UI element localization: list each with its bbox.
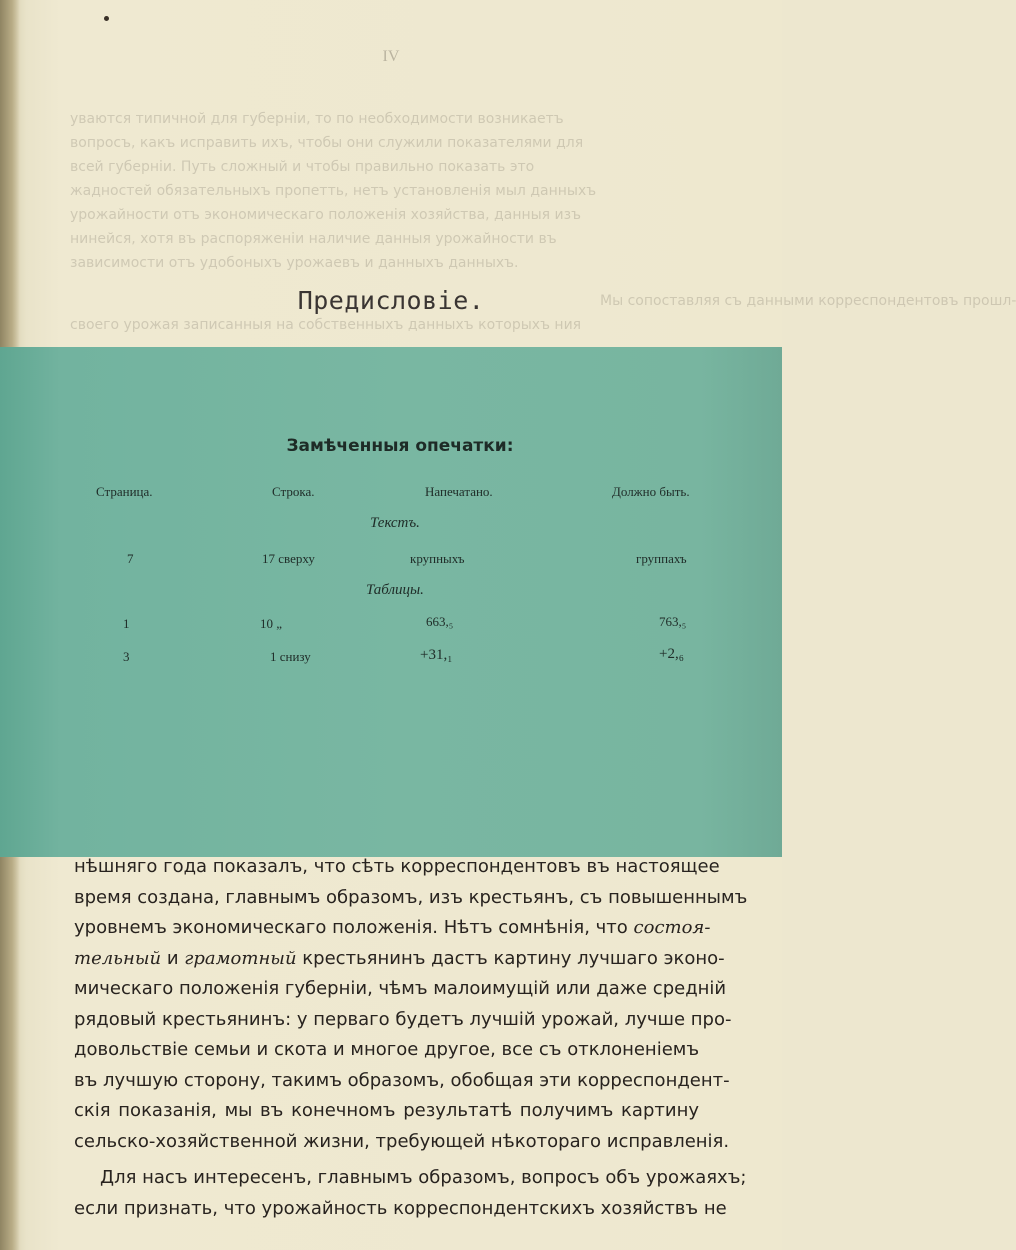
italic-word: тельный: [74, 947, 162, 969]
paragraph: [74, 1163, 747, 1224]
text-line: Для насъ интересенъ, главнымъ образомъ, вопросъ объ урожаяхъ;: [100, 1167, 747, 1188]
bleed-through-line: вопросъ, какъ исправить ихъ, чтобы они служили показателями для: [70, 135, 584, 151]
errata-cell-correct: +2,₆: [659, 646, 684, 662]
bleed-through-line: урожайности отъ экономическаго положенія хозяйства, данныя изъ: [70, 207, 581, 223]
header-page: Страница.: [96, 484, 153, 499]
errata-cell-correct: группахъ: [636, 551, 687, 566]
header-line: Строка.: [272, 484, 315, 499]
bleed-through-line: всей губерніи. Путь сложный и чтобы правильно показать это: [70, 159, 535, 175]
errata-cell-line: 17 сверху: [262, 551, 315, 566]
errata-cell-page: 1: [123, 616, 130, 631]
errata-cell-printed: +31,₁: [420, 647, 453, 663]
header-correct: Должно быть.: [612, 484, 690, 499]
errata-cell-page: 3: [123, 649, 130, 664]
text-line: [74, 944, 725, 975]
errata-cell-printed: крупныхъ: [410, 551, 465, 566]
errata-cell-correct: 763,₅: [659, 614, 687, 629]
errata-cell-page: 7: [127, 551, 134, 566]
section-label-text: Текстъ.: [370, 515, 420, 531]
text-line: сельско-хозяйственной жизни, требующей нѣкотораго исправленія.: [74, 1130, 730, 1152]
text-line: въ лучшую сторону, такимъ образомъ, обобщая эти корреспондент-: [74, 1069, 730, 1091]
errata-cell-line: 1 снизу: [270, 649, 311, 664]
italic-word: состоя-: [633, 917, 711, 938]
text-line: [74, 913, 711, 944]
bleed-through-line: Мы сопоставляя съ данными корреспондентовъ прошл-: [600, 293, 1016, 309]
header-printed: Напечатано.: [425, 484, 493, 499]
bleed-through-line: уваются типичной для губерніи, то по необходимости возникаетъ: [70, 111, 564, 127]
bleed-through-line: зависимости отъ удобоныхъ урожаевъ и данныхъ данныхъ.: [70, 255, 519, 271]
text-run: уровнемъ экономическаго положенія. Нѣтъ сомнѣнія, что: [74, 917, 628, 938]
body-text: [74, 852, 748, 1224]
errata-title: Замѣченныя опечатки:: [286, 436, 514, 456]
bleed-through-line: своего урожая записанныя на собственныхъ данныхъ которыхъ ния: [70, 317, 582, 333]
bleed-through-line: жадностей обязательныхъ пропетть, нетъ установленія мыл данныхъ: [70, 183, 597, 199]
text-run: и: [166, 947, 179, 969]
text-run: крестьянинъ дастъ картину лучшаго эконо-: [302, 947, 725, 969]
italic-word: грамотный: [184, 947, 297, 969]
section-label-tables: Таблицы.: [366, 582, 424, 598]
preface-title: Предисловіе.: [297, 286, 485, 315]
text-line: довольствіе семьи и скота и многое другое, все съ отклоненіемъ: [74, 1039, 700, 1060]
paragraph: [74, 852, 748, 1157]
text-line: время создана, главнымъ образомъ, изъ крестьянъ, съ повышеннымъ: [74, 886, 748, 908]
bleed-through-line: нинейся, хотя въ распоряженіи наличие данныя урожайности въ: [70, 231, 557, 247]
text-line: мическаго положенія губерніи, чѣмъ малоимущій или даже средній: [74, 978, 727, 999]
text-line: скія показанія, мы въ конечномъ результатѣ получимъ картину: [74, 1100, 699, 1121]
errata-slip: [0, 347, 782, 857]
ink-speck: [104, 16, 109, 21]
text-line: нѣшняго года показалъ, что сѣть корреспондентовъ въ настоящее: [74, 856, 720, 877]
page-number: IV: [382, 48, 400, 65]
text-line: рядовый крестьянинъ: у перваго будетъ лучшій урожай, лучше про-: [74, 1008, 732, 1030]
errata-cell-printed: 663,₅: [426, 614, 454, 629]
text-line: если признать, что урожайность корреспондентскихъ хозяйствъ не: [74, 1197, 727, 1219]
errata-cell-line: 10 „: [260, 616, 283, 631]
